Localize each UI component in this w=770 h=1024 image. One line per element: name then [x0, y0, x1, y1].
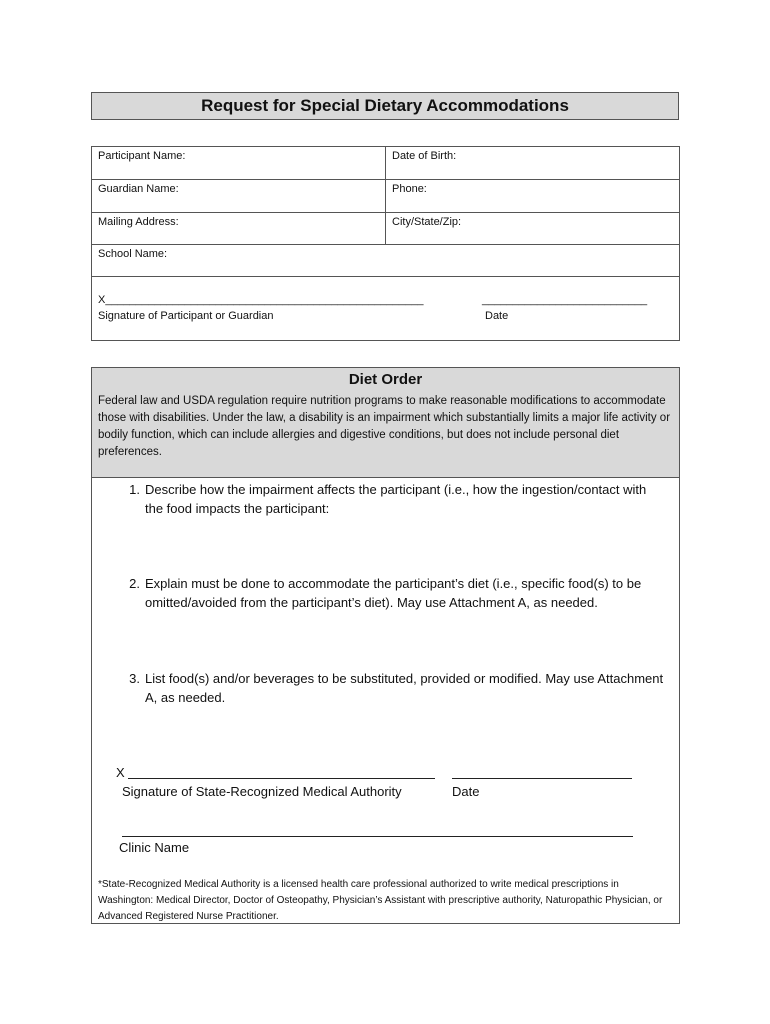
medical-authority-footnote: *State-Recognized Medical Authority is a licensed health care professional authorized to write medical prescriptions in Washington: Medical Director, Doctor of Osteopathy, Physician’s Assistant with prescriptive authority, Naturopathic Physician, or Advanced Registered Nurse Practitioner. — [98, 879, 663, 922]
table-row — [92, 147, 679, 180]
field-label: Phone: — [392, 183, 427, 195]
question-number: 1. — [129, 482, 140, 497]
field-label: Mailing Address: — [98, 216, 179, 228]
participant-info-table — [91, 146, 680, 341]
guardian-date-label: Date — [485, 310, 509, 322]
table-row — [92, 180, 679, 213]
mailing-address-field[interactable] — [92, 213, 386, 244]
question-text: Explain must be done to accommodate the participant’s diet (i.e., specific food(s) to be omitted/avoided from the participant’s diet). May use Attachment A, as needed. — [145, 576, 642, 610]
question-1 — [122, 480, 665, 518]
diet-order-section — [91, 367, 680, 924]
medical-date-label: Date — [452, 784, 480, 799]
medical-signature-label: Signature of State-Recognized Medical Authority — [122, 784, 402, 799]
question-3 — [122, 669, 665, 707]
question-number: 2. — [129, 576, 140, 591]
field-label: City/State/Zip: — [392, 216, 462, 228]
medical-signature-line[interactable] — [128, 778, 435, 779]
guardian-date-line[interactable]: ___________________________ — [482, 294, 648, 306]
city-state-zip-field[interactable] — [386, 213, 679, 244]
guardian-signature-line[interactable]: X____________________________________________________ — [98, 294, 424, 306]
guardian-name-field[interactable] — [92, 180, 386, 212]
diet-order-title: Diet Order — [348, 371, 423, 388]
diet-order-header — [92, 368, 679, 478]
field-label: Date of Birth: — [392, 150, 457, 162]
guardian-signature-label: Signature of Participant or Guardian — [98, 310, 274, 322]
medical-signature-x: X — [116, 765, 125, 780]
question-number: 3. — [129, 671, 140, 686]
table-row — [92, 213, 679, 245]
field-label: Guardian Name: — [98, 183, 179, 195]
clinic-name-line[interactable] — [122, 836, 633, 837]
question-text: Describe how the impairment affects the participant (i.e., how the ingestion/contact with the food impacts the participant: — [145, 482, 647, 516]
question-2 — [122, 574, 665, 612]
question-text: List food(s) and/or beverages to be substituted, provided or modified. May use Attachment A, as needed. — [145, 671, 664, 705]
phone-field[interactable] — [386, 180, 679, 212]
date-of-birth-field[interactable] — [386, 147, 679, 179]
clinic-name-label: Clinic Name — [119, 840, 190, 855]
diet-order-intro: Federal law and USDA regulation require nutrition programs to make reasonable modifications to accommodate those with disabilities. Under the law, a disability is an impairment which substantially limits a major life activity or bodily function, which can include allergies and digestive conditions, but does not include personal diet preferences. — [98, 395, 671, 458]
school-name-field[interactable] — [92, 245, 679, 276]
medical-date-line[interactable] — [452, 778, 632, 779]
table-row — [92, 245, 679, 277]
form-title: Request for Special Dietary Accommodations — [91, 92, 679, 120]
field-label: Participant Name: — [98, 150, 186, 162]
participant-name-field[interactable] — [92, 147, 386, 179]
field-label: School Name: — [98, 248, 168, 260]
